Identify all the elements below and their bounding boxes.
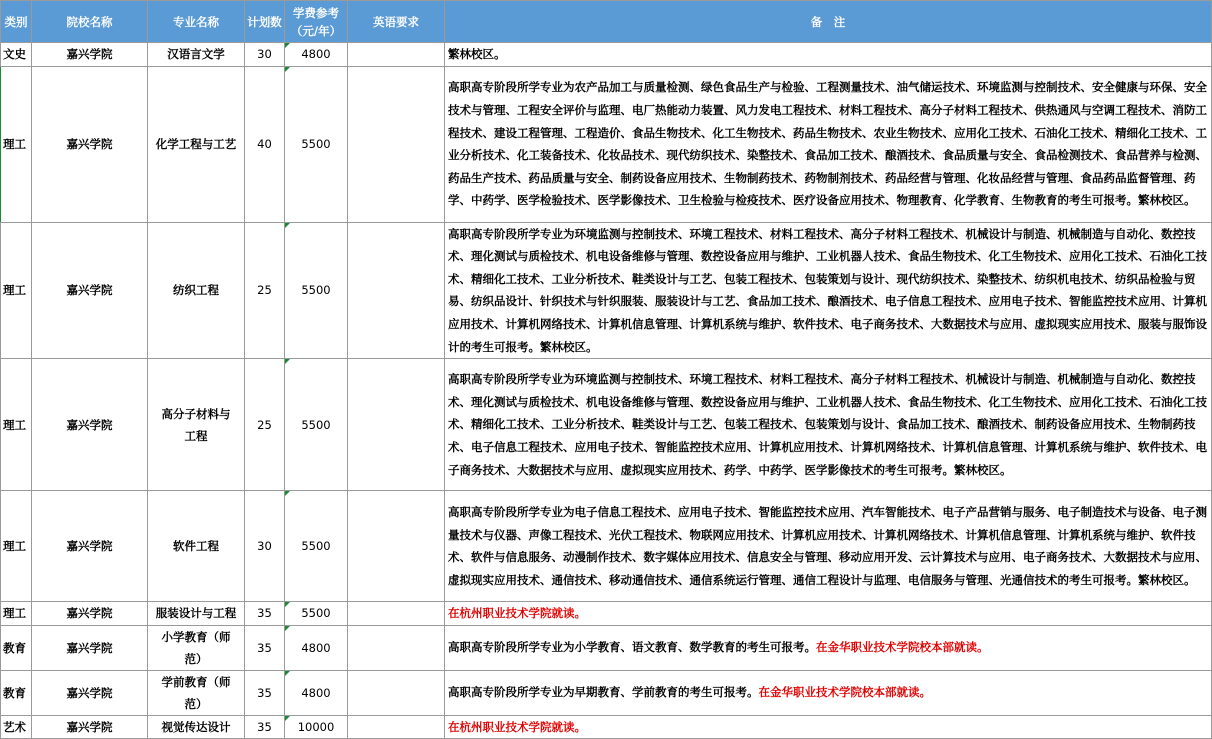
row-english [348, 491, 445, 602]
row-plan: 30 [245, 491, 285, 602]
row-fee: 5500 [285, 491, 348, 602]
note-red-text: 在金华职业技术学院校本部就读。 [816, 640, 989, 655]
row-note [445, 359, 1212, 491]
row-note [445, 625, 1212, 670]
row-category: 理工 [1, 359, 32, 491]
note-text: 高职高专阶段所学专业为早期教育、学前教育的考生可报考。 [448, 685, 759, 700]
table-row [1, 43, 1212, 67]
table-row [1, 491, 1212, 602]
note-text: 繁林校区。 [448, 47, 506, 61]
note-red-text: 在杭州职业技术学院就读。 [448, 606, 586, 621]
row-school: 嘉兴学院 [32, 715, 148, 739]
row-school: 嘉兴学院 [32, 222, 148, 359]
header-fee [285, 1, 348, 43]
row-plan: 30 [245, 43, 285, 67]
row-major: 视觉传达设计 [148, 715, 245, 739]
header-notes: 备 注 [445, 1, 1212, 43]
row-category: 理工 [1, 491, 32, 602]
row-major: 服装设计与工程 [148, 602, 245, 626]
row-english [348, 66, 445, 222]
row-major: 纺织工程 [148, 222, 245, 359]
header-major: 专业名称 [148, 1, 245, 43]
row-major: 软件工程 [148, 491, 245, 602]
row-english [348, 625, 445, 670]
row-plan: 35 [245, 670, 285, 715]
row-school: 嘉兴学院 [32, 66, 148, 222]
note-text: 高职高专阶段所学专业为农产品加工与质量检测、绿色食品生产与检验、工程测量技术、油气储运技术、环境监测与控制技术、安全健康与环保、安全技术与管理、工程安全评价与监理、电厂热能动力装置、风力发电工程技术、材料工程技术、高分子材料工程技术、供热通风与空调工程技术、消防工程技术、建设工程管理、工程造价、食品生物技术、化工生物技术、药品生物技术、农业生物技术、应用化工技术、石油化工技术、精细化工技术、工业分析技术、化工装备技术、化妆品技术、现代纺织技术、染整技术、食品加工技术、酿酒技术、食品质量与安全、食品检测技术、食品营养与检测、药品生产技术、药品质量与安全、制药设备应用技术、生物制药技术、药物制剂技术、药品经营与管理、化妆品经营与管理、食品药品监督管理、药学、中药学、医学检验技术、医学影像技术、卫生检验与检疫技术、医疗设备应用技术、物理教育、化学教育、生物教育的考生可报考。繁林校区。 [448, 80, 1207, 208]
row-note [445, 491, 1212, 602]
row-note [445, 602, 1212, 626]
note-text: 高职高专阶段所学专业为环境监测与控制技术、环境工程技术、材料工程技术、高分子材料工程技术、机械设计与制造、机械制造与自动化、数控技术、理化测试与质检技术、机电设备维修与管理、数控设备应用与维护、工业机器人技术、食品生物技术、化工生物技术、应用化工技术、石油化工技术、精细化工技术、工业分析技术、鞋类设计与工艺、包装工程技术、包装策划与设计、现代纺织技术、染整技术、纺织机电技术、纺织品检验与贸易、纺织品设计、针织技术与针织服装、服装设计与工艺、食品加工技术、酿酒技术、电子信息工程技术、应用电子技术、智能监控技术应用、计算机应用技术、计算机网络技术、计算机信息管理、计算机系统与维护、软件技术、电子商务技术、大数据技术与应用、虚拟现实应用技术、服装与服饰设计的考生可报考。繁林校区。 [448, 226, 1207, 354]
row-plan: 35 [245, 625, 285, 670]
row-english [348, 359, 445, 491]
row-category: 教育 [1, 670, 32, 715]
row-fee: 4800 [285, 43, 348, 67]
row-category: 教育 [1, 625, 32, 670]
row-category: 艺术 [1, 715, 32, 739]
row-fee: 5500 [285, 222, 348, 359]
row-note [445, 715, 1212, 739]
table-row [1, 670, 1212, 715]
row-note [445, 670, 1212, 715]
row-major: 小学教育（师范） [148, 625, 245, 670]
row-english [348, 670, 445, 715]
row-school: 嘉兴学院 [32, 625, 148, 670]
header-plan: 计划数 [245, 1, 285, 43]
table-row [1, 625, 1212, 670]
header-school: 院校名称 [32, 1, 148, 43]
row-english [348, 222, 445, 359]
row-fee: 5500 [285, 66, 348, 222]
row-plan: 40 [245, 66, 285, 222]
row-fee: 10000 [285, 715, 348, 739]
row-english [348, 602, 445, 626]
row-fee: 4800 [285, 625, 348, 670]
header-fee-line1: 学费参考 [293, 5, 339, 20]
row-school: 嘉兴学院 [32, 359, 148, 491]
row-english [348, 715, 445, 739]
note-red-text: 在杭州职业技术学院就读。 [448, 719, 586, 734]
row-major: 学前教育（师范） [148, 670, 245, 715]
row-note [445, 66, 1212, 222]
header-category: 类别 [1, 1, 32, 43]
row-major: 高分子材料与工程 [148, 359, 245, 491]
table-row [1, 359, 1212, 491]
note-text: 高职高专阶段所学专业为环境监测与控制技术、环境工程技术、材料工程技术、高分子材料工程技术、机械设计与制造、机械制造与自动化、数控技术、理化测试与质检技术、机电设备维修与管理、数控设备应用与维护、工业机器人技术、食品生物技术、化工生物技术、应用化工技术、石油化工技术、精细化工技术、工业分析技术、鞋类设计与工艺、包装工程技术、包装策划与设计、食品加工技术、酿酒技术、制药设备应用技术、生物制药技术、电子信息工程技术、应用电子技术、智能监控技术应用、计算机应用技术、计算机网络技术、计算机信息管理、计算机系统与维护、软件技术、电子商务技术、大数据技术与应用、虚拟现实应用技术、药学、中药学、医学影像技术的考生可报考。繁林校区。 [448, 372, 1207, 477]
row-category: 理工 [1, 66, 32, 222]
row-category: 理工 [1, 222, 32, 359]
row-school: 嘉兴学院 [32, 491, 148, 602]
table-row [1, 602, 1212, 626]
row-fee: 5500 [285, 359, 348, 491]
row-plan: 25 [245, 222, 285, 359]
header-fee-line2: （元/年） [290, 23, 342, 38]
row-category: 文史 [1, 43, 32, 67]
note-text: 高职高专阶段所学专业为小学教育、语文教育、数学教育的考生可报考。 [448, 640, 816, 655]
table-row [1, 222, 1212, 359]
row-plan: 35 [245, 602, 285, 626]
header-english: 英语要求 [348, 1, 445, 43]
row-major: 汉语言文学 [148, 43, 245, 67]
row-note [445, 43, 1212, 67]
row-plan: 25 [245, 359, 285, 491]
row-fee: 5500 [285, 602, 348, 626]
note-red-text: 在金华职业技术学院校本部就读。 [758, 685, 931, 700]
row-english [348, 43, 445, 67]
row-fee: 4800 [285, 670, 348, 715]
row-note [445, 222, 1212, 359]
header-row [1, 1, 1212, 43]
row-plan: 35 [245, 715, 285, 739]
row-category: 理工 [1, 602, 32, 626]
row-major: 化学工程与工艺 [148, 66, 245, 222]
table-row [1, 715, 1212, 739]
table-row [1, 66, 1212, 222]
row-school: 嘉兴学院 [32, 43, 148, 67]
row-school: 嘉兴学院 [32, 670, 148, 715]
note-text: 高职高专阶段所学专业为电子信息工程技术、应用电子技术、智能监控技术应用、汽车智能技术、电子产品营销与服务、电子制造技术与设备、电子测量技术与仪器、声像工程技术、光伏工程技术、物联网应用技术、计算机应用技术、计算机网络技术、计算机信息管理、计算机系统与维护、软件技术、软件与信息服务、动漫制作技术、数字媒体应用技术、信息安全与管理、移动应用开发、云计算技术与应用、电子商务技术、大数据技术与应用、虚拟现实应用技术、通信技术、移动通信技术、通信系统运行管理、通信工程设计与监理、电信服务与管理、光通信技术的考生可报考。繁林校区。 [448, 504, 1207, 587]
row-school: 嘉兴学院 [32, 602, 148, 626]
